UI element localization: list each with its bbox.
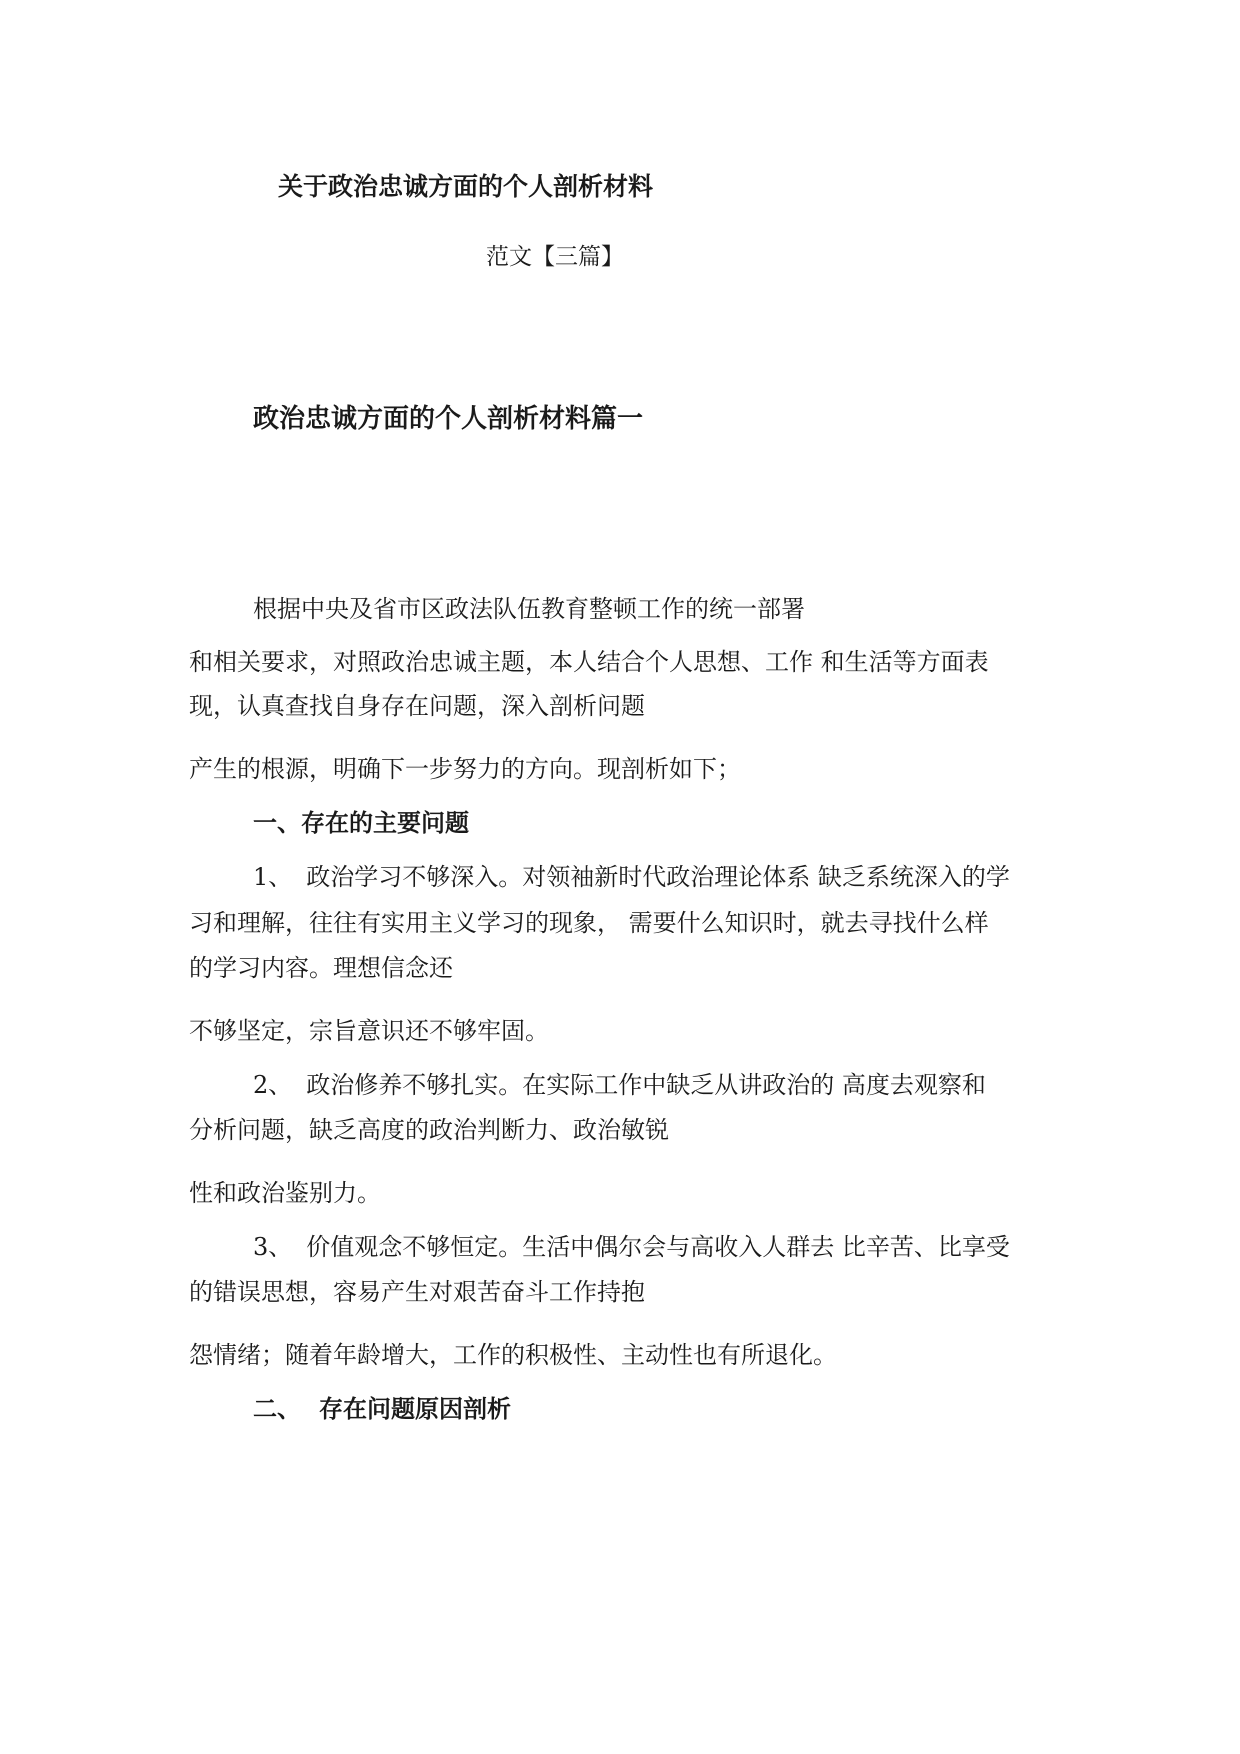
item-2-line-2: 分析问题，缺乏高度的政治判断力、政治敏锐 — [189, 1116, 669, 1144]
heading-main-problems: 一、存在的主要问题 — [253, 809, 469, 837]
item-3-line-3: 怨情绪；随着年龄增大，工作的积极性、主动性也有所退化。 — [189, 1341, 837, 1369]
item-2-line-1 — [253, 1068, 986, 1102]
intro-line-1: 根据中央及省市区政法队伍教育整顿工作的统一部署 — [253, 595, 805, 623]
item-2-number: 2、 — [253, 1071, 293, 1099]
intro-line-2: 和相关要求，对照政治忠诚主题，本人结合个人思想、工作 和生活等方面表 — [189, 648, 989, 676]
item-1-line-1 — [253, 860, 1010, 894]
item-3-text: 价值观念不够恒定。生活中偶尔会与高收入人群去 比辛苦、比享受 — [306, 1233, 1010, 1261]
document-title: 关于政治忠诚方面的个人剖析材料 — [278, 172, 654, 201]
item-1-number: 1、 — [253, 863, 293, 891]
item-2-line-3: 性和政治鉴别力。 — [189, 1179, 381, 1207]
item-3-number: 3、 — [253, 1233, 293, 1261]
document-subtitle: 范文【三篇】 — [486, 244, 624, 270]
item-1-line-2: 习和理解，往往有实用主义学习的现象， 需要什么知识时，就去寻找什么样 — [189, 909, 989, 937]
item-2-text: 政治修养不够扎实。在实际工作中缺乏从讲政治的 高度去观察和 — [306, 1071, 986, 1099]
heading-cause-text: 存在问题原因剖析 — [319, 1395, 511, 1423]
intro-line-3: 现，认真查找自身存在问题，深入剖析问题 — [189, 692, 645, 720]
item-1-line-4: 不够坚定，宗旨意识还不够牢固。 — [189, 1017, 549, 1045]
item-1-text: 政治学习不够深入。对领袖新时代政治理论体系 缺乏系统深入的学 — [306, 863, 1010, 891]
heading-cause-number: 二、 — [253, 1395, 301, 1423]
item-1-line-3: 的学习内容。理想信念还 — [189, 954, 453, 982]
heading-cause-analysis — [253, 1392, 511, 1426]
section-title: 政治忠诚方面的个人剖析材料篇一 — [253, 404, 644, 434]
item-3-line-2: 的错误思想，容易产生对艰苦奋斗工作持抱 — [189, 1278, 645, 1306]
intro-line-4: 产生的根源，明确下一步努力的方向。现剖析如下； — [189, 755, 741, 783]
item-3-line-1 — [253, 1230, 1010, 1264]
